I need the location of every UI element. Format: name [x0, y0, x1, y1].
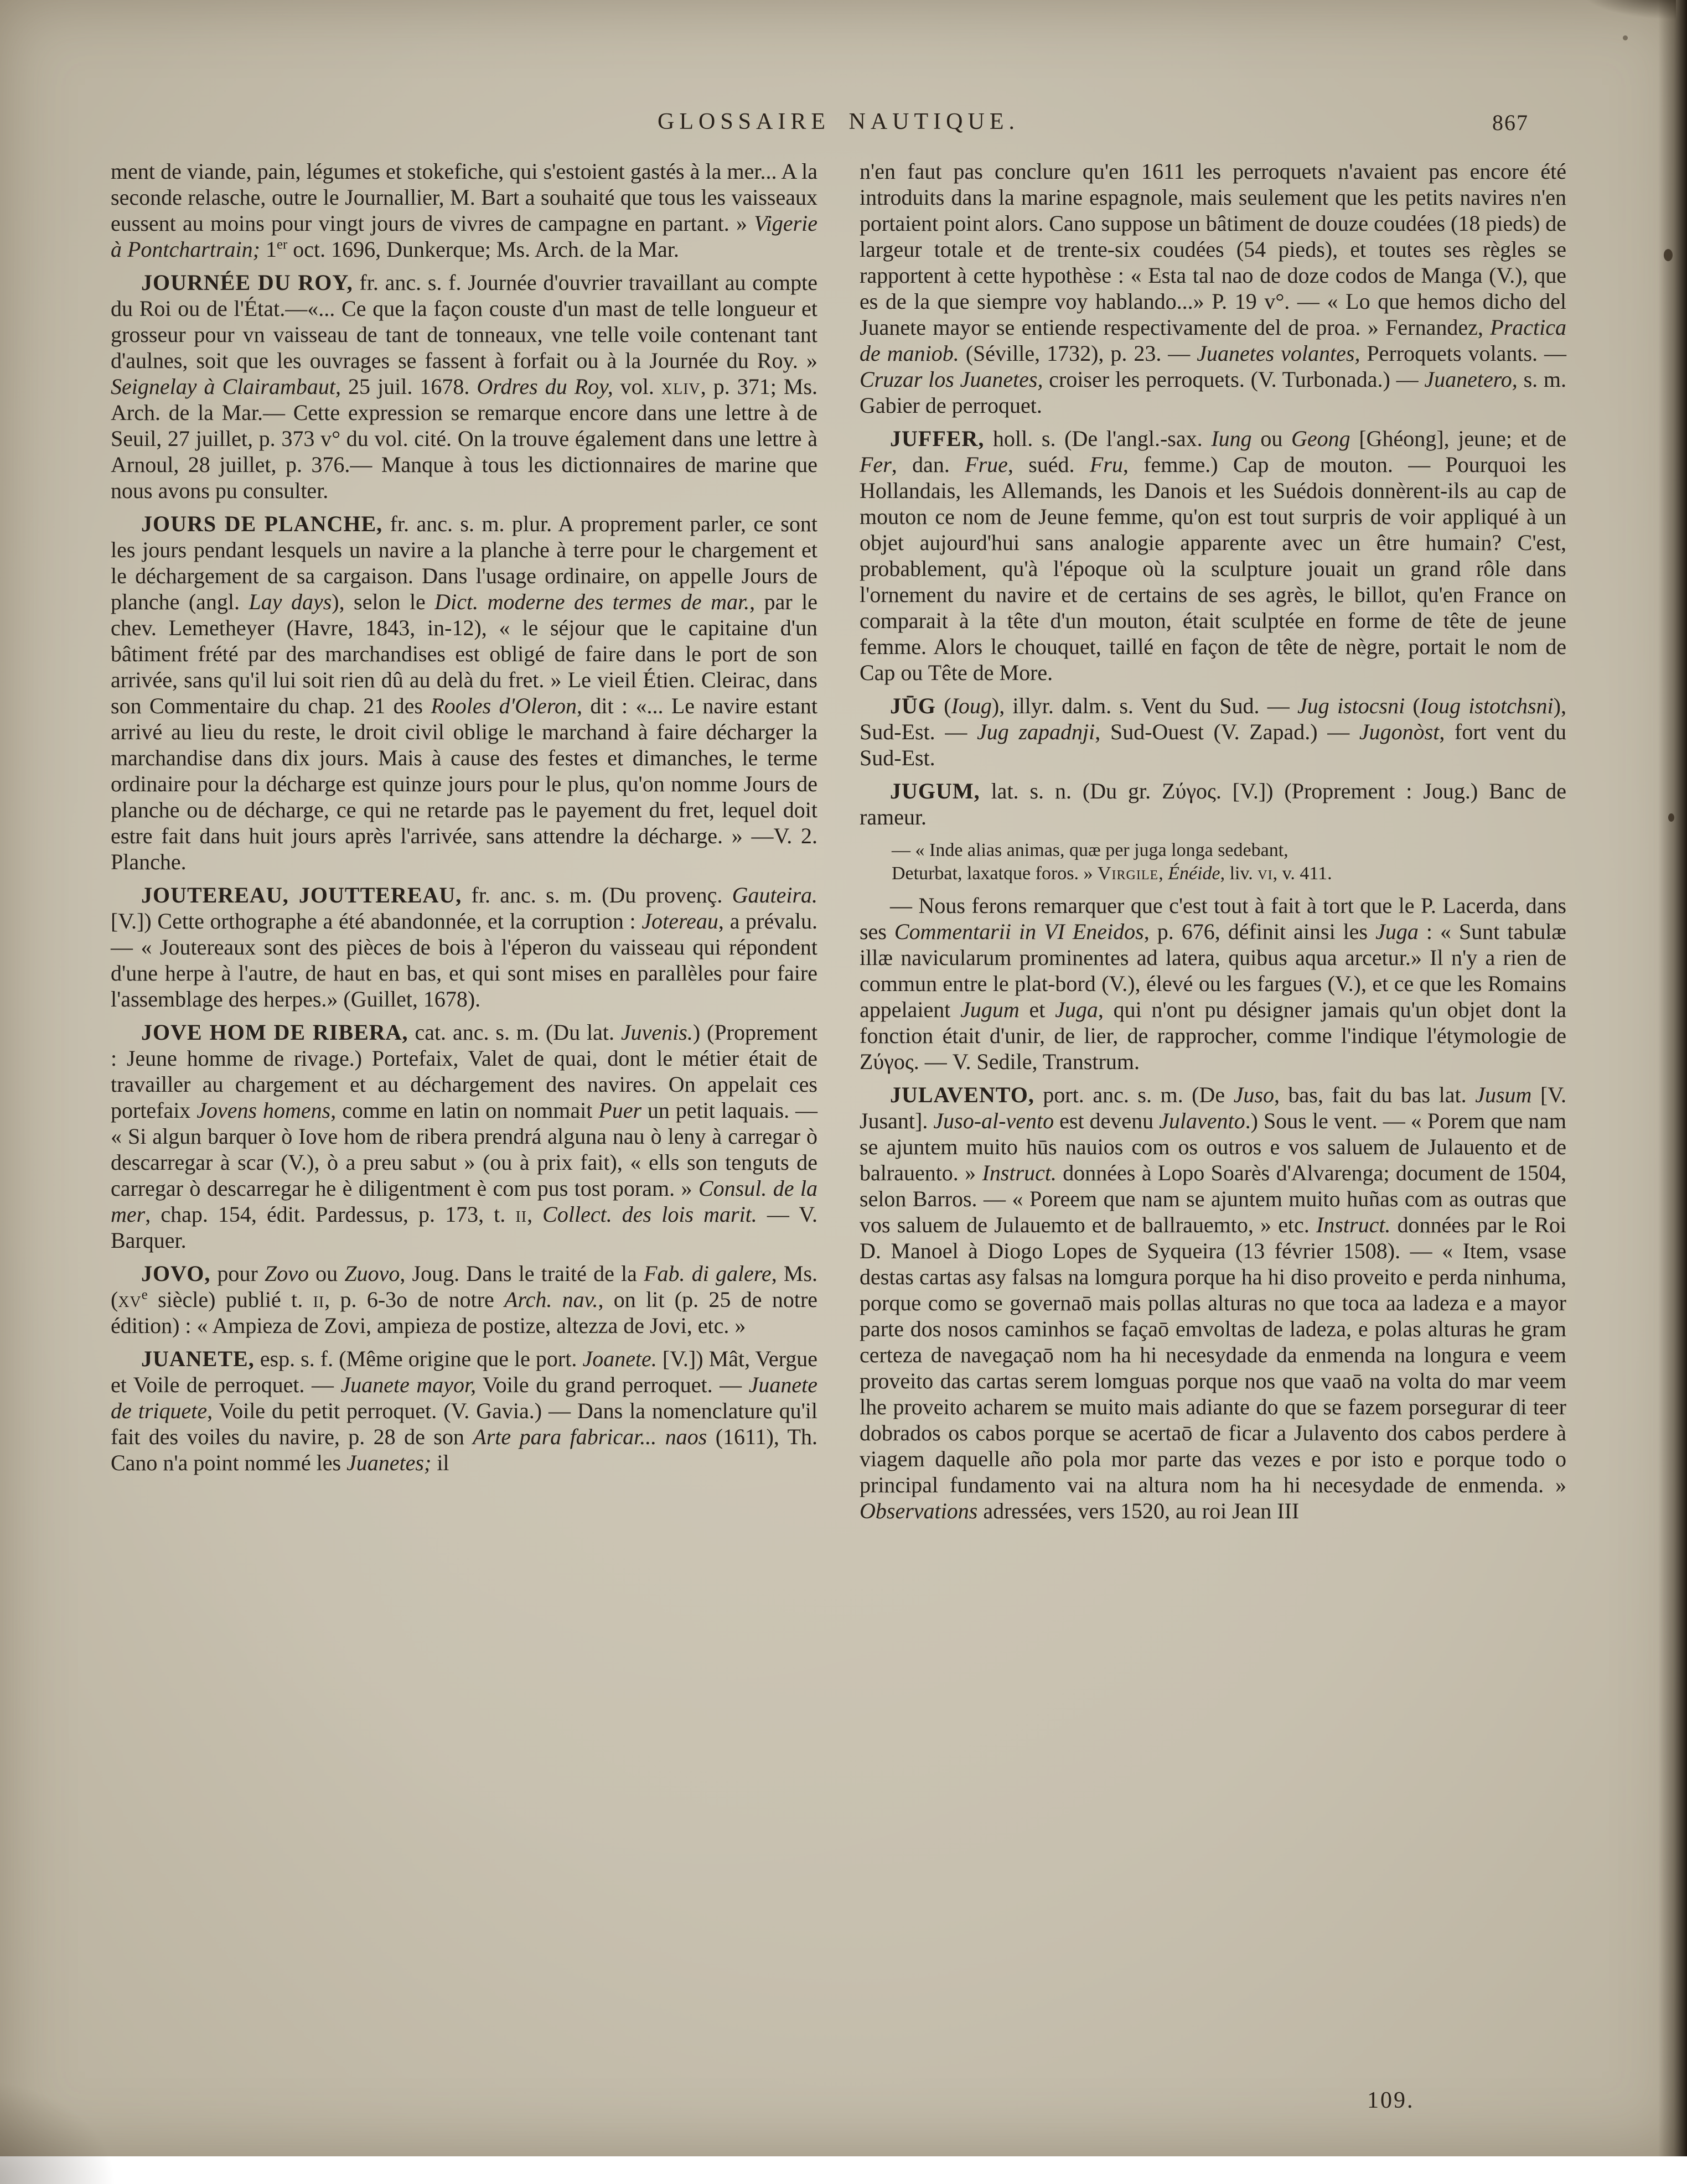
entry-headword: JOUTEREAU, JOUTTEREAU, [141, 883, 462, 907]
text-segment: Juga [1375, 919, 1419, 944]
dictionary-entry: JUANETE, esp. s. f. (Même origine que le port. Joanete. [V.]) Mât, Vergue et Voile de perroquet. — Juanete mayor, Voile du grand perroquet. — Juanete de triquete, Voile du petit perroquet. (V. Gavia.) — Dans la nomenclature qu'il fait des voiles du navire, p. 28 de son Arte para fabricar... naos (1611), Th. Cano n'a point nommé les Juanetes; il [111, 1346, 818, 1475]
scan-corner-mark [1582, 0, 1676, 19]
entry-headword: JULAVENTO, [890, 1082, 1034, 1107]
dictionary-entry: JOVE HOM DE RIBERA, cat. anc. s. m. (Du lat. Juvenis.) (Proprement : Jeune homme de rivage.) Portefaix, Valet de quai, dont le métier était de travailler au chargement et au déchargement des navires. On appelait ces portefaix Jovens homens, comme en latin on nommait Puer un petit laquais. — « Si algun barquer ò Iove hom de ribera prendrá alguna nau ò leny à carregar ò descarregar à scar (V.), ò a preu sabut » (ou à prix fait), « ells son tenguts de carregar ò descarregar he è diligentment è com pus tost poram. » Consul. de la mer, chap. 154, édit. Pardessus, p. 173, t. ii, Collect. des lois marit. — V. Barquer. [111, 1020, 818, 1253]
text-segment: Lay days [249, 589, 332, 614]
text-segment: Jovens homens [196, 1098, 331, 1123]
entry-headword: JOVO, [141, 1261, 211, 1286]
text-segment: Vigerie à Pontchartrain; [111, 211, 817, 262]
text-segment: Commentarii in VI Eneidos [894, 919, 1144, 944]
left-column [111, 158, 817, 1524]
scan-corner-shadow [0, 2079, 116, 2184]
scan-speck [1664, 249, 1673, 261]
text-segment: Cruzar los Juanetes, [860, 367, 1043, 392]
text-segment: Seignelay à Clairambaut, [111, 374, 341, 399]
text-segment: Consul. de la mer [111, 1176, 817, 1227]
paragraph: — Nous ferons remarquer que c'est tout à fait à tort que le P. Lacerda, dans ses Commentarii in VI Eneidos, p. 676, définit ainsi les Juga : « Sunt tabulæ illæ navicularum prominentes ad latera, quibus aqua arcetur.» Il n'y a rien de commun entre le plat-bord (V.), élevé ou les fargues (V.), et ce que les Romains appelaient Jugum et Juga, qui n'ont pu désigner jamais qu'un objet dont la fonction était d'unir, de lier, de rapprocher, comme l'indique l'étymologie de Ζύγος. — V. Sedile, Transtrum. [860, 893, 1566, 1074]
text-segment: ii [515, 1202, 527, 1227]
text-segment: ii [313, 1287, 325, 1312]
text-segment: Ioug istotchsni [1420, 693, 1554, 718]
text-segment: Joanete. [582, 1346, 657, 1371]
text-segment: Jotereau [641, 909, 718, 933]
text-segment: Jug zapadnji [977, 719, 1095, 744]
text-segment: xv [118, 1287, 142, 1312]
paragraph: ment de viande, pain, légumes et stokefiche, qui s'estoient gastés à la mer... A la seconde relasche, outre le Journallier, M. Bart a souhaité que tous les vaisseaux eussent au moins pour vingt jours de vivres de campagne en partant. » Vigerie à Pontchartrain; 1er oct. 1696, Dunkerque; Ms. Arch. de la Mar. [111, 159, 817, 262]
entry-headword: JUFFER, [890, 426, 985, 451]
entry-headword: JUANETE, [141, 1346, 255, 1371]
text-segment: Fab. di galere [644, 1261, 772, 1286]
text-segment: Juanetero, [1424, 367, 1518, 392]
entry-headword: JŪG [890, 693, 936, 718]
text-segment: Fer [860, 452, 892, 477]
text-segment: Fru [1089, 452, 1123, 477]
text-segment: e [141, 1287, 148, 1303]
text-segment: Énéide [1168, 863, 1220, 884]
text-segment: vi [1258, 863, 1273, 884]
text-segment: Frue [965, 452, 1008, 477]
text-segment: Zovo [265, 1261, 309, 1286]
entry-headword: JOURS DE PLANCHE, [141, 511, 383, 536]
text-segment: Dict. moderne des termes de mar. [434, 589, 750, 614]
dictionary-entry: JOURS DE PLANCHE, fr. anc. s. m. plur. A proprement parler, ce sont les jours pendant lesquels un navire a la planche à terre pour le chargement et le déchargement de sa cargaison. Dans l'usage ordinaire, on appelle Jours de planche (angl. Lay days), selon le Dict. moderne des termes de mar., par le chev. Lemetheyer (Havre, 1843, in-12), « le séjour que le capitaine d'un bâtiment frété par des marchandises est obligé de faire dans le port de son arrivée, sans qu'il lui soit rien dû au delà du fret. » Le vieil Étien. Cleirac, dans son Commentaire du chap. 21 des Rooles d'Oleron, dit : «... Le navire estant arrivé au lieu du reste, le droit civil oblige le marchand à faire décharger la marchandise dans dix jours. Mais à cause des festes et dimanches, le terme ordinaire pour la décharge est quinze jours pour le plus, qu'on nomme Jours de planche ou de décharge, ce qui ne retarde pas le payement du fret, lequel doit estre fait dans huit jours après l'arrivée, sans attendre la décharge. » —V. 2. Planche. [111, 511, 818, 874]
text-segment: Virgile [1098, 863, 1159, 884]
page-number: 867 [1492, 110, 1529, 135]
text-segment: xliv [661, 374, 701, 399]
dictionary-entry: JOUTEREAU, JOUTTEREAU, fr. anc. s. m. (Du provenç. Gauteira. [V.]) Cette orthographe a été abandonnée, et la corruption : Jotereau, a prévalu. — « Joutereaux sont des pièces de bois à l'éperon du vaisseau qui répondent d'une herpe à l'autre, de haut en bas, et qui sont mises en parallèles pour faire l'assemblage des herpes.» (Guillet, 1678). [111, 883, 818, 1011]
entry-headword: JUGUM, [890, 779, 980, 803]
right-column [860, 158, 1566, 1524]
text-columns [111, 158, 1566, 1524]
text-segment: Instruct. [1316, 1212, 1391, 1237]
text-segment: Jugum [960, 997, 1020, 1022]
sheet-signature: 109. [1367, 2088, 1415, 2113]
dictionary-entry: JULAVENTO, port. anc. s. m. (De Juso, bas, fait du bas lat. Jusum [V. Jusant]. Juso-al-vento est devenu Julavento.) Sous le vent. — « Porem que nam se ajuntem muito hūs nauios com os outros e vos saluem de Julauento et de balrauento. » Instruct. données à Lopo Soarès d'Alvarenga; document de 1504, selon Barros. — « Poreem que nam se ajuntem muito huñas com as outras que vos saluem de Julauemto et de ballrauemto, » etc. Instruct. données par le Roi D. Manoel à Diogo Lopes de Syqueira (13 février 1508). — « Item, vsase destas cartas asy falsas na lomgura porque ha hi diso proveito e perda ninhuma, porque como se governaō mais pollas alturas no que toca aa ladeza e a mayor parte dos nosos caminhos se façaō emvoltas de ladeza, e polas alturas he gram certeza de navegaçaō nom ha hi necesydade da enmenda na longura e veem proveito das cartas serem lomguas porque nos que vaaō na volta do mar veem lhe proveito acharem se muito mais adiante do que se fazem porsegurar di teer dobrados os cabos porque se acertaō de ficar a Julavento dos cabos perdere à viagem daquelle año pola mor parte das vezes e por isto e porque todo o principal fundamento vai na altura nom ha hi necesydade de enmenda. » Observations adressées, vers 1520, au roi Jean III [860, 1082, 1566, 1523]
scan-edge-shadow [1658, 0, 1687, 2156]
page-title: GLOSSAIRE NAUTIQUE. [658, 109, 1020, 134]
text-segment: Juanetes volantes, [1197, 341, 1360, 366]
running-header [111, 108, 1566, 142]
text-segment: Juvenis. [620, 1020, 693, 1045]
text-segment: er [276, 237, 288, 252]
text-segment: Instruct. [982, 1160, 1057, 1185]
text-segment: Puer [598, 1098, 642, 1123]
text-segment: Juga [1055, 997, 1098, 1022]
text-segment: Jug istocsni [1297, 693, 1405, 718]
scan-speck [1668, 813, 1674, 822]
text-segment: Jusum [1475, 1082, 1532, 1107]
scan-speck [1623, 35, 1628, 40]
text-segment: Observations [860, 1498, 978, 1523]
text-segment: Zuovo [344, 1261, 400, 1286]
text-segment: Jugonòst [1359, 719, 1440, 744]
text-segment: Gauteira. [732, 883, 818, 907]
text-segment: Juanete de triquete [111, 1372, 817, 1423]
dictionary-entry: JOVO, pour Zovo ou Zuovo, Joug. Dans le traité de la Fab. di galere, Ms. ($xv^e$ siècle) publié t. ii, p. 6-3o de notre Arch. nav., on lit (p. 25 de notre édition) : « Ampieza de Zovi, ampieza de postize, altezza de Jovi, etc. » [111, 1261, 818, 1338]
text-segment: Julavento [1159, 1108, 1245, 1133]
dictionary-entry: JOURNÉE DU ROY, fr. anc. s. f. Journée d'ouvrier travaillant au compte du Roi ou de l'État.—«... Ce que la façon couste d'un mast de telle longueur et grosseur pour vn vaisseau de tant de tonneaux, vne telle voile contenant tant d'aulnes, soit que les ouvrages se fassent à forfait ou à la Journée du Roy. » Seignelay à Clairambaut, 25 juil. 1678. Ordres du Roy, vol. xliv, p. 371; Ms. Arch. de la Mar.— Cette expression se remarque encore dans une lettre à de Seuil, 27 juillet, p. 373 v° du vol. cité. On la trouve également dans une lettre à Arnoul, 28 juillet, p. 376.— Manque à tous les dictionnaires de marine que nous avons pu consulter. [111, 270, 818, 503]
entry-headword: JOURNÉE DU ROY, [141, 270, 353, 295]
text-segment: Rooles d'Oleron [431, 693, 577, 718]
dictionary-entry: JUGUM, lat. s. n. (Du gr. Ζύγος. [V.]) (Proprement : Joug.) Banc de rameur. [860, 779, 1566, 829]
verse-quote: — « Inde alias animas, quæ per juga longa sedebant, Deturbat, laxatque foros. » Virgile, Énéide, liv. vi, v. 411. [892, 840, 1332, 884]
text-segment: Practica de maniob. [860, 315, 1566, 366]
text-segment: Juanete mayor, [340, 1372, 477, 1397]
text-segment: Juanetes; [346, 1450, 432, 1475]
text-segment: Geong [1291, 426, 1350, 451]
text-segment: Ioug [951, 693, 992, 718]
dictionary-entry: JŪG (Ioug), illyr. dalm. s. Vent du Sud. — Jug istocsni (Ioug istotchsni), Sud-Est. — Jug zapadnji, Sud-Ouest (V. Zapad.) — Jugonòst, fort vent du Sud-Est. [860, 693, 1566, 770]
dictionary-entry: JUFFER, holl. s. (De l'angl.-sax. Iung ou Geong [Ghéong], jeune; et de Fer, dan. Frue, suéd. Fru, femme.) Cap de mouton. — Pourquoi les Hollandais, les Allemands, les Danois et les Suédois donnèrent-ils au cap de mouton ce nom de Jeune femme, qu'on est tout surpris de voir appliqué à un objet aujourd'hui sans analogie apparente avec un être humain? C'est, probablement, qu'à l'époque où la sculpture jouait un grand rôle dans l'ornement du navire et de certains de ses agrès, le billot, qu'en France on comparait à la tête d'un mouton, était sculptée en forme de tête de jeune femme. Alors le chouquet, taillé en façon de tête de nègre, portait le nom de Cap ou Tête de More. [860, 426, 1566, 685]
paragraph: n'en faut pas conclure qu'en 1611 les perroquets n'avaient pas encore été introduits dans la marine espagnole, mais seulement que les petits navires n'en portaient point alors. Cano suppose un bâtiment de douze coudées (18 pieds) de largeur totale et de trente-six coudées (54 pieds), et toutes ses règles se rapportent à cette hypothèse : « Esta tal nao de doze codos de Manga (V.), que es de la que siempre voy hablando...» P. 19 v°. — « Lo que hemos dicho del Juanete mayor se entiende respectivamente del de proa. » Fernandez, Practica de maniob. (Séville, 1732), p. 23. — Juanetes volantes, Perroquets volants. — Cruzar los Juanetes, croiser les perroquets. (V. Turbonada.) — Juanetero, s. m. Gabier de perroquet. [860, 159, 1567, 418]
text-segment: Arch. nav. [504, 1287, 598, 1312]
entry-headword: JOVE HOM DE RIBERA, [141, 1020, 408, 1045]
text-segment: Arte para fabricar... naos [473, 1424, 707, 1449]
text-segment: Juso [1233, 1082, 1274, 1107]
text-segment: Ordres du Roy, [477, 374, 613, 399]
text-segment: Juso-al-vento [933, 1108, 1054, 1133]
text-segment: Iung [1211, 426, 1252, 451]
text-segment: Collect. des lois marit. [542, 1202, 757, 1227]
